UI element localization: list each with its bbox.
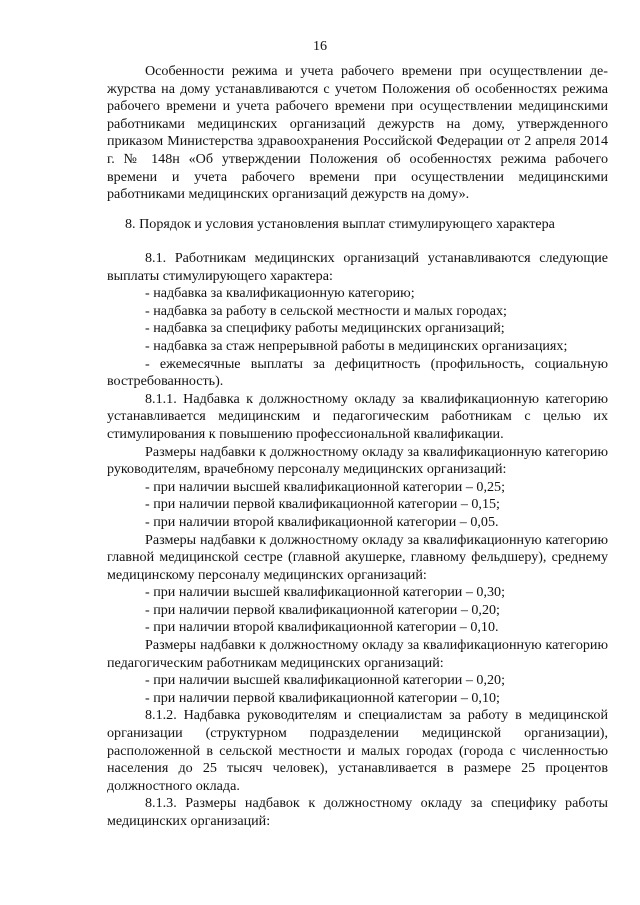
paragraph: 8.1.3. Размеры надбавок к должностному окладу за специфику работы медицинских организаций: xyxy=(107,795,608,829)
intro-paragraph-block xyxy=(107,63,608,204)
paragraph: - ежемесячные выплаты за дефицитность (профильность, социальную востребованность). xyxy=(107,355,608,390)
paragraph: Особенности режима и учета рабочего времени при осуществлении дежурства на дому устанавливаются с учетом Положения об особенностях режима рабочего времени и учета рабочего времени при осуществлении медицинскими работниками медицинских организаций дежурств на дому, утвержденного приказом Министерства здравоохранения Российской Федерации от 2 апреля 2014 г. № 148н «Об утверждении Положения об особенностях режима рабочего времени и учета рабочего времени при осуществлении медицинскими работниками медицинских организаций дежурств на дому». xyxy=(107,63,608,203)
list-item: - при наличии второй квалификационной категории – 0,10. xyxy=(145,619,499,636)
paragraph: 8.1.1. Надбавка к должностному окладу за квалификационную категорию устанавливается медицинским и педагогическим работникам с целью их стимулирования к повышению профессиональной квалификации. xyxy=(107,390,608,442)
list-item: - при наличии высшей квалификационной категории – 0,20; xyxy=(145,672,506,689)
paragraph: Размеры надбавки к должностному окладу за квалификационную категорию главной медицинской сестре (главной акушерке, главному фельдшеру), среднему медицинскому персоналу медицинских организаций: xyxy=(107,531,608,583)
list-item: - надбавка за стаж непрерывной работы в медицинских организациях; xyxy=(145,337,568,354)
list-item: - при наличии высшей квалификационной категории – 0,30; xyxy=(145,584,506,601)
list-item: - при наличии первой квалификационной категории – 0,20; xyxy=(145,601,500,618)
paragraph: Размеры надбавки к должностному окладу за квалификационную категорию руководителям, врачебному персоналу медицинских организаций: xyxy=(107,443,608,478)
section-heading: 8. Порядок и условия установления выплат стимулирующего характера xyxy=(125,216,555,232)
list-item: - при наличии второй квалификационной категории – 0,05. xyxy=(145,513,499,530)
paragraph: 8.1.2. Надбавка руководителям и специалистам за работу в медицинской организации (структурном подразделении медицинской организации), расположенной в сельской местности и малых городах (города с численностью населения до 25 тысяч человек), устанавливается в размере 25 процентов должностного оклада. xyxy=(107,707,608,794)
list-item: - надбавка за специфику работы медицинских организаций; xyxy=(145,320,505,337)
section-body xyxy=(107,250,608,831)
section-heading-block xyxy=(107,216,608,234)
list-item: - при наличии первой квалификационной категории – 0,15; xyxy=(145,496,500,513)
list-item: - при наличии первой квалификационной категории – 0,10; xyxy=(145,689,500,706)
list-item: - надбавка за квалификационную категорию; xyxy=(145,285,415,302)
page-number: 16 xyxy=(312,38,328,54)
paragraph: Размеры надбавки к должностному окладу за квалификационную категорию педагогическим работникам медицинских организаций: xyxy=(107,637,608,671)
paragraph: 8.1. Работникам медицинских организаций устанавливаются следующие выплаты стимулирующего характера: xyxy=(107,250,608,284)
list-item: - при наличии высшей квалификационной категории – 0,25; xyxy=(145,478,506,495)
list-item: - надбавка за работу в сельской местности и малых городах; xyxy=(145,302,507,319)
